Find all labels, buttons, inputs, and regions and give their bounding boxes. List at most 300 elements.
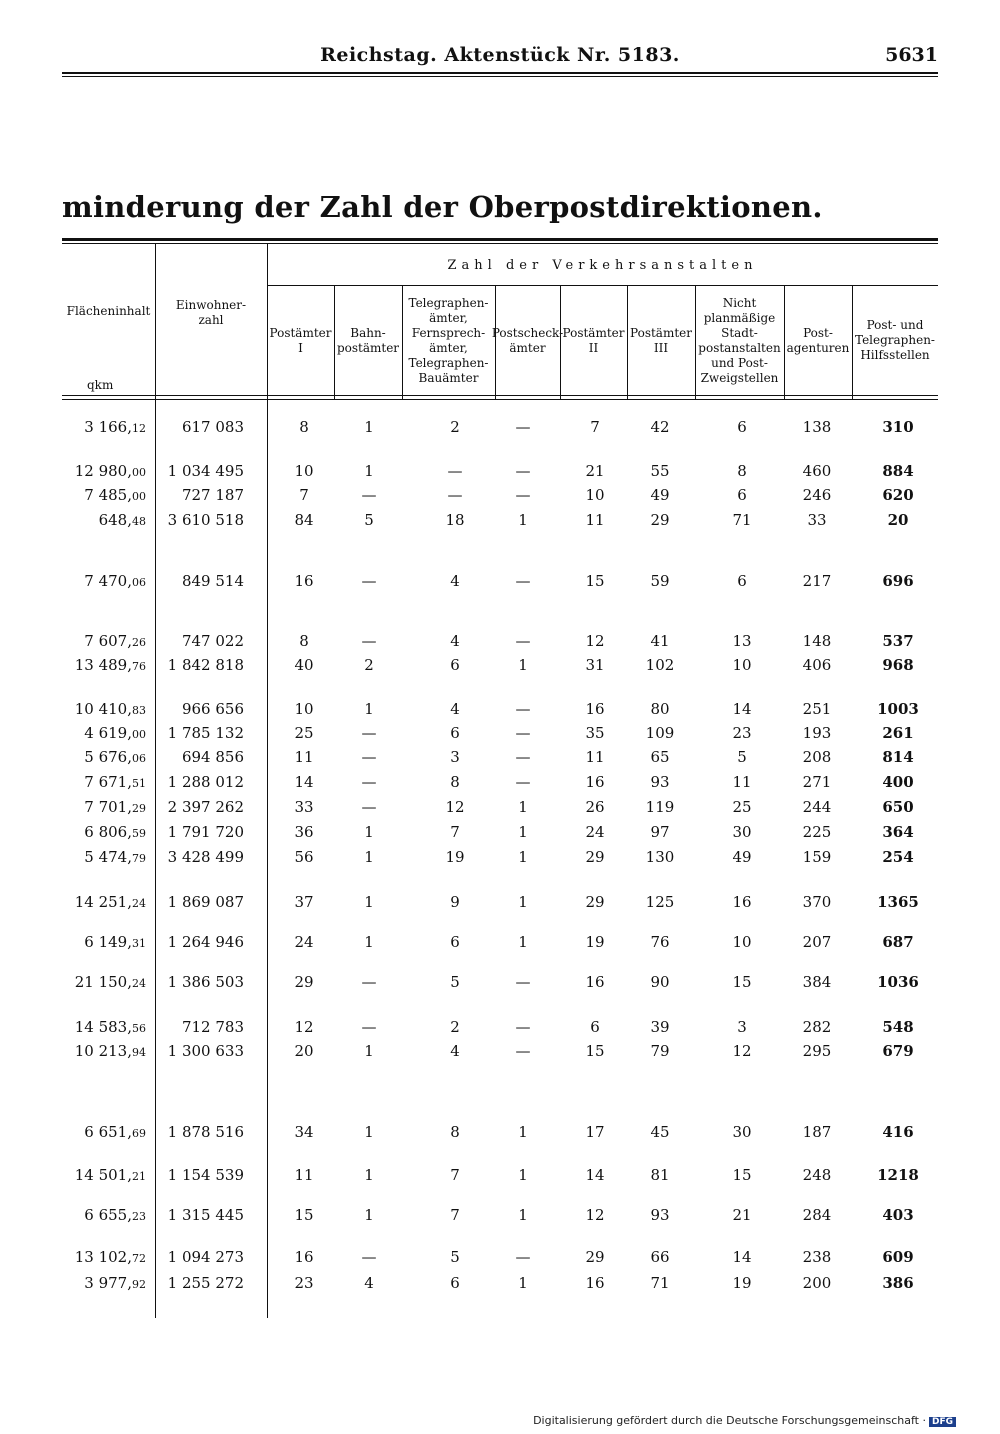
column-divider [695, 285, 696, 399]
value-cell: 403 [882, 1206, 914, 1224]
area-integer: 7 671, [84, 773, 132, 791]
population-cell: 1 869 087 [167, 893, 244, 911]
value-cell: 11 [585, 511, 605, 529]
value-cell: 16 [585, 773, 605, 791]
population-cell: 727 187 [181, 486, 244, 504]
population-cell: 1 154 539 [167, 1166, 244, 1184]
area-cell [75, 893, 146, 911]
value-cell: 400 [882, 773, 914, 791]
value-cell: 1 [518, 1123, 528, 1141]
value-cell: 65 [650, 748, 670, 766]
population-cell: 1 264 946 [167, 933, 244, 951]
value-cell: 16 [732, 893, 752, 911]
digitization-credit [533, 1414, 956, 1427]
value-cell: 2 [450, 418, 460, 436]
column-header: Postscheck- ämter [491, 325, 564, 355]
area-integer: 7 485, [84, 486, 132, 504]
value-cell: 21 [585, 462, 605, 480]
area-decimal: 00 [132, 728, 146, 741]
area-integer: 10 213, [74, 1042, 132, 1060]
area-integer: 7 470, [84, 572, 132, 590]
value-cell: 66 [650, 1248, 670, 1266]
area-cell [75, 973, 146, 991]
value-cell: 679 [882, 1042, 914, 1060]
value-cell: 1 [364, 1206, 374, 1224]
value-cell: 84 [294, 511, 314, 529]
column-header: Bahn- postämter [336, 325, 400, 355]
area-cell [84, 486, 146, 504]
value-cell: — [361, 1248, 377, 1266]
value-cell: — [361, 632, 377, 650]
table-row [62, 1042, 938, 1064]
value-cell: — [361, 486, 377, 504]
area-cell [75, 1248, 146, 1266]
value-cell: 24 [294, 933, 314, 951]
value-cell: — [361, 724, 377, 742]
value-cell: 8 [737, 462, 747, 480]
value-cell: 93 [650, 1206, 670, 1224]
value-cell: 1 [518, 933, 528, 951]
area-decimal: 51 [132, 777, 146, 790]
value-cell: 225 [802, 823, 832, 841]
value-cell: 40 [294, 656, 314, 674]
area-integer: 7 701, [84, 798, 132, 816]
table-row [62, 1123, 938, 1145]
area-cell [84, 748, 146, 766]
value-cell: 687 [882, 933, 914, 951]
value-cell: 31 [585, 656, 605, 674]
column-divider [495, 285, 496, 399]
value-cell: 650 [882, 798, 914, 816]
value-cell: 4 [450, 1042, 460, 1060]
value-cell: 59 [650, 572, 670, 590]
value-cell: 16 [585, 1274, 605, 1292]
value-cell: 15 [585, 572, 605, 590]
value-cell: 310 [882, 418, 914, 436]
value-cell: 125 [645, 893, 675, 911]
population-cell: 849 514 [181, 572, 244, 590]
value-cell: 23 [732, 724, 752, 742]
value-cell: 4 [450, 700, 460, 718]
value-cell: 207 [802, 933, 832, 951]
table-row [62, 418, 938, 440]
value-cell: 21 [732, 1206, 752, 1224]
table-row [62, 1248, 938, 1270]
value-cell: 16 [294, 572, 314, 590]
value-cell: 159 [802, 848, 832, 866]
value-cell: 16 [585, 700, 605, 718]
value-cell: 15 [732, 973, 752, 991]
value-cell: 16 [585, 973, 605, 991]
table-row [62, 1206, 938, 1228]
area-integer: 5 676, [84, 748, 132, 766]
area-cell [84, 418, 146, 436]
table-row [62, 511, 938, 533]
area-integer: 7 607, [84, 632, 132, 650]
value-cell: — [515, 1018, 531, 1036]
area-integer: 21 150, [74, 973, 132, 991]
area-cell [75, 1018, 146, 1036]
value-cell: 148 [802, 632, 832, 650]
value-cell: 370 [802, 893, 832, 911]
value-cell: 6 [450, 724, 460, 742]
value-cell: 1 [518, 823, 528, 841]
value-cell: 238 [802, 1248, 832, 1266]
value-cell: 1 [518, 1166, 528, 1184]
value-cell: 71 [732, 511, 752, 529]
area-decimal: 06 [132, 752, 146, 765]
value-cell: 11 [294, 1166, 314, 1184]
value-cell: 7 [299, 486, 309, 504]
value-cell: 3 [450, 748, 460, 766]
value-cell: 20 [887, 511, 909, 529]
value-cell: 1 [364, 1042, 374, 1060]
table-row [62, 798, 938, 820]
area-decimal: 21 [132, 1170, 146, 1183]
value-cell: 14 [732, 1248, 752, 1266]
area-decimal: 79 [132, 852, 146, 865]
value-cell: 30 [732, 1123, 752, 1141]
area-decimal: 06 [132, 576, 146, 589]
value-cell: 80 [650, 700, 670, 718]
value-cell: 1 [518, 656, 528, 674]
value-cell: 130 [645, 848, 675, 866]
value-cell: 6 [450, 656, 460, 674]
population-cell: 1 034 495 [167, 462, 244, 480]
value-cell: 1218 [877, 1166, 919, 1184]
column-header: Postämter III [630, 325, 692, 355]
area-decimal: 00 [132, 466, 146, 479]
area-decimal: 56 [132, 1022, 146, 1035]
value-cell: 251 [802, 700, 832, 718]
column-header: Telegraphen- ämter, Fernsprech- ämter, Telegraphen- Bauämter [408, 295, 489, 385]
population-cell: 1 255 272 [167, 1274, 244, 1292]
value-cell: 200 [802, 1274, 832, 1292]
value-cell: 34 [294, 1123, 314, 1141]
area-integer: 6 806, [84, 823, 132, 841]
value-cell: 1 [364, 1166, 374, 1184]
value-cell: 6 [590, 1018, 600, 1036]
value-cell: 7 [450, 1166, 460, 1184]
value-cell: 20 [294, 1042, 314, 1060]
value-cell: 1 [518, 1206, 528, 1224]
area-decimal: 31 [132, 937, 146, 950]
area-integer: 13 102, [74, 1248, 132, 1266]
value-cell: 29 [294, 973, 314, 991]
value-cell: 29 [585, 1248, 605, 1266]
area-decimal: 26 [132, 636, 146, 649]
value-cell: 97 [650, 823, 670, 841]
value-cell: — [447, 462, 463, 480]
column-header: Post- agenturen [786, 325, 850, 355]
table-row [62, 773, 938, 795]
column-header: Postämter II [562, 325, 625, 355]
value-cell: 14 [294, 773, 314, 791]
column-divider [784, 285, 785, 399]
area-decimal: 00 [132, 490, 146, 503]
value-cell: — [361, 1018, 377, 1036]
value-cell: 609 [882, 1248, 914, 1266]
table-row [62, 973, 938, 995]
value-cell: 271 [802, 773, 832, 791]
area-cell [75, 1166, 146, 1184]
value-cell: 10 [294, 462, 314, 480]
table-row [62, 748, 938, 770]
value-cell: — [361, 572, 377, 590]
area-cell [84, 823, 146, 841]
column-header: Post- und Telegraphen- Hilfsstellen [855, 318, 935, 362]
value-cell: 284 [802, 1206, 832, 1224]
value-cell: 261 [882, 724, 914, 742]
value-cell: 25 [732, 798, 752, 816]
value-cell: 19 [732, 1274, 752, 1292]
area-decimal: 69 [132, 1127, 146, 1140]
value-cell: 7 [590, 418, 600, 436]
value-cell: 1365 [877, 893, 919, 911]
table-row [62, 1166, 938, 1188]
dfg-logo: DFG [929, 1417, 956, 1427]
value-cell: 76 [650, 933, 670, 951]
value-cell: — [447, 486, 463, 504]
value-cell: 49 [650, 486, 670, 504]
population-cell: 1 785 132 [167, 724, 244, 742]
table-row [62, 656, 938, 678]
table-row [62, 893, 938, 915]
value-cell: 217 [802, 572, 832, 590]
value-cell: 37 [294, 893, 314, 911]
value-cell: 29 [585, 848, 605, 866]
value-cell: 15 [732, 1166, 752, 1184]
value-cell: 14 [732, 700, 752, 718]
area-cell [84, 798, 146, 816]
value-cell: 24 [585, 823, 605, 841]
value-cell: 29 [650, 511, 670, 529]
area-integer: 6 651, [84, 1123, 132, 1141]
population-cell: 966 656 [181, 700, 244, 718]
value-cell: 11 [585, 748, 605, 766]
area-integer: 3 166, [84, 418, 132, 436]
area-cell [84, 848, 146, 866]
table-row [62, 724, 938, 746]
value-cell: 10 [585, 486, 605, 504]
value-cell: 244 [802, 798, 832, 816]
column-divider [627, 285, 628, 399]
value-cell: — [361, 973, 377, 991]
table-row [62, 848, 938, 870]
value-cell: 71 [650, 1274, 670, 1292]
population-cell: 1 300 633 [167, 1042, 244, 1060]
area-decimal: 76 [132, 660, 146, 673]
area-integer: 648, [98, 511, 132, 529]
value-cell: 620 [882, 486, 914, 504]
table-row [62, 1018, 938, 1040]
value-cell: 56 [294, 848, 314, 866]
area-decimal: 12 [132, 422, 146, 435]
value-cell: 4 [450, 572, 460, 590]
area-cell [84, 933, 146, 951]
population-cell: 617 083 [181, 418, 244, 436]
value-cell: 1 [364, 848, 374, 866]
value-cell: 109 [645, 724, 675, 742]
value-cell: — [515, 773, 531, 791]
area-decimal: 94 [132, 1046, 146, 1059]
value-cell: 14 [585, 1166, 605, 1184]
area-cell [75, 656, 146, 674]
value-cell: 246 [802, 486, 832, 504]
value-cell: 55 [650, 462, 670, 480]
population-cell: 1 791 720 [167, 823, 244, 841]
value-cell: 1 [518, 848, 528, 866]
value-cell: — [515, 1248, 531, 1266]
value-cell: 6 [737, 572, 747, 590]
value-cell: 4 [450, 632, 460, 650]
group-header-rule [267, 285, 938, 286]
value-cell: — [361, 773, 377, 791]
value-cell: 45 [650, 1123, 670, 1141]
value-cell: 42 [650, 418, 670, 436]
value-cell: 17 [585, 1123, 605, 1141]
value-cell: 26 [585, 798, 605, 816]
population-cell: 1 878 516 [167, 1123, 244, 1141]
value-cell: 18 [445, 511, 465, 529]
area-cell [84, 1274, 146, 1292]
value-cell: 384 [802, 973, 832, 991]
value-cell: 29 [585, 893, 605, 911]
area-integer: 10 410, [74, 700, 132, 718]
value-cell: 548 [882, 1018, 914, 1036]
area-decimal: 23 [132, 1210, 146, 1223]
value-cell: 1 [518, 1274, 528, 1292]
value-cell: 90 [650, 973, 670, 991]
header-bottom-rule-inner [62, 399, 938, 400]
value-cell: 968 [882, 656, 914, 674]
column-header: Nicht planmäßige Stadt- postanstalten und Post- Zweigstellen [698, 295, 781, 385]
value-cell: 1 [518, 798, 528, 816]
value-cell: 33 [807, 511, 827, 529]
header-area-unit: qkm [87, 378, 114, 392]
area-integer: 3 977, [84, 1274, 132, 1292]
value-cell: — [361, 748, 377, 766]
value-cell: 1 [364, 700, 374, 718]
value-cell: 15 [585, 1042, 605, 1060]
value-cell: — [515, 1042, 531, 1060]
value-cell: 6 [737, 418, 747, 436]
running-title: Reichstag. Aktenstück Nr. 5183. [320, 44, 680, 66]
area-decimal: 24 [132, 977, 146, 990]
value-cell: 7 [450, 823, 460, 841]
value-cell: 248 [802, 1166, 832, 1184]
area-decimal: 59 [132, 827, 146, 840]
table-row [62, 823, 938, 845]
value-cell: 1 [364, 418, 374, 436]
value-cell: 1 [518, 511, 528, 529]
value-cell: 10 [294, 700, 314, 718]
column-divider [334, 285, 335, 399]
value-cell: 364 [882, 823, 914, 841]
value-cell: 119 [645, 798, 675, 816]
value-cell: 1036 [877, 973, 919, 991]
header-rule [62, 72, 938, 77]
value-cell: 102 [645, 656, 675, 674]
table-row [62, 486, 938, 508]
table-row [62, 572, 938, 594]
value-cell: 282 [802, 1018, 832, 1036]
value-cell: 15 [294, 1206, 314, 1224]
value-cell: 1 [364, 462, 374, 480]
area-cell [84, 1123, 146, 1141]
value-cell: — [515, 973, 531, 991]
header-bottom-rule [62, 395, 938, 396]
value-cell: 23 [294, 1274, 314, 1292]
value-cell: — [515, 572, 531, 590]
value-cell: 8 [450, 773, 460, 791]
population-cell: 3 428 499 [167, 848, 244, 866]
value-cell: 814 [882, 748, 914, 766]
value-cell: 2 [450, 1018, 460, 1036]
value-cell: 11 [294, 748, 314, 766]
value-cell: 696 [882, 572, 914, 590]
value-cell: 5 [450, 1248, 460, 1266]
value-cell: 36 [294, 823, 314, 841]
value-cell: 1 [518, 893, 528, 911]
value-cell: 460 [802, 462, 832, 480]
value-cell: — [515, 700, 531, 718]
value-cell: 49 [732, 848, 752, 866]
area-decimal: 29 [132, 802, 146, 815]
value-cell: 8 [299, 632, 309, 650]
area-integer: 12 980, [74, 462, 132, 480]
population-cell: 1 842 818 [167, 656, 244, 674]
value-cell: 12 [445, 798, 465, 816]
area-integer: 5 474, [84, 848, 132, 866]
table-row [62, 1274, 938, 1296]
value-cell: 3 [737, 1018, 747, 1036]
value-cell: 81 [650, 1166, 670, 1184]
column-divider [560, 285, 561, 399]
area-cell [84, 632, 146, 650]
value-cell: 13 [732, 632, 752, 650]
area-integer: 13 489, [74, 656, 132, 674]
value-cell: — [361, 798, 377, 816]
value-cell: 10 [732, 656, 752, 674]
area-cell [99, 511, 146, 529]
page-header [62, 44, 938, 72]
group-title: Zahl der Verkehrsanstalten [447, 258, 758, 273]
value-cell: 1 [364, 823, 374, 841]
value-cell: 295 [802, 1042, 832, 1060]
value-cell: — [515, 486, 531, 504]
population-cell: 1 386 503 [167, 973, 244, 991]
value-cell: 1 [364, 893, 374, 911]
value-cell: 5 [450, 973, 460, 991]
value-cell: 41 [650, 632, 670, 650]
value-cell: 35 [585, 724, 605, 742]
area-cell [84, 572, 146, 590]
value-cell: 8 [299, 418, 309, 436]
area-integer: 14 501, [74, 1166, 132, 1184]
value-cell: 537 [882, 632, 914, 650]
column-divider [852, 285, 853, 399]
value-cell: 19 [445, 848, 465, 866]
area-cell [84, 1206, 146, 1224]
credit-text: Digitalisierung gefördert durch die Deutsche Forschungsgemeinschaft · [533, 1414, 926, 1427]
area-cell [75, 700, 146, 718]
population-cell: 3 610 518 [167, 511, 244, 529]
population-cell: 2 397 262 [167, 798, 244, 816]
section-title: minderung der Zahl der Oberpostdirektionen. [62, 190, 823, 224]
column-header: Postämter I [269, 325, 332, 355]
value-cell: 6 [737, 486, 747, 504]
